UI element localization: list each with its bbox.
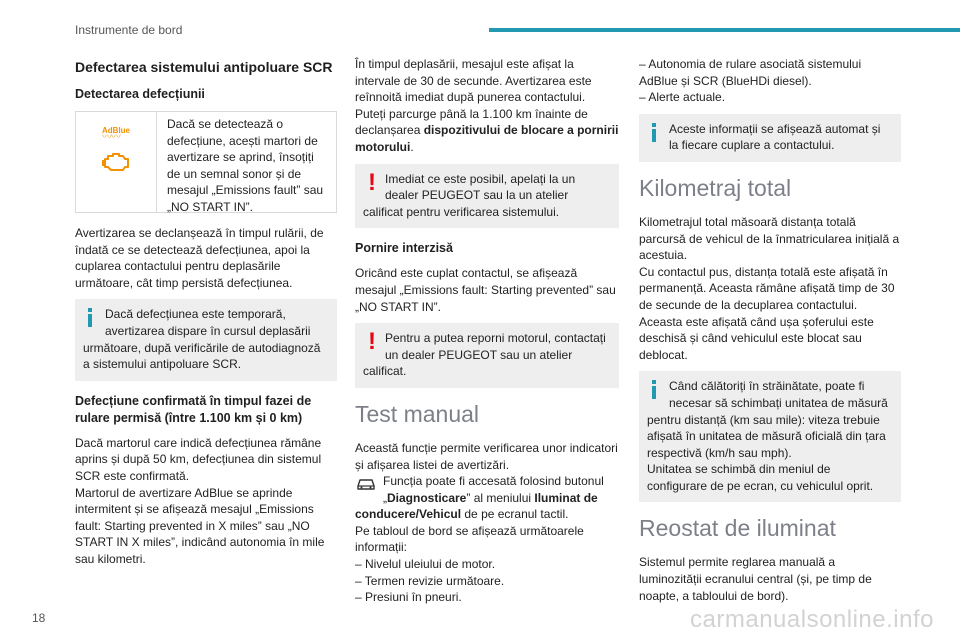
info-note (639, 114, 901, 162)
text-run: de pe ecranul tactil. (461, 507, 569, 522)
list-item: – Nivelul uleiului de motor. (355, 557, 496, 572)
info-note-text: Dacă defecțiunea este temporară, avertizarea dispare în cursul deplasării următoare, după verificările de autodiagnoză a sistemului antipoluare SCR. (83, 307, 321, 372)
column-middle (355, 56, 619, 606)
subheading-detection: Detectarea defecțiunii (75, 87, 205, 101)
info-note (75, 299, 337, 380)
warning-lamps-table (75, 111, 337, 213)
list-item: – Presiuni în pneuri. (355, 590, 462, 605)
section-heading-manual-test: Test manual (355, 400, 480, 427)
paragraph: Sistemul permite reglarea manuală a luminozității ecranului central (și, pe timp de noapte, a tabloului de bord). (639, 555, 872, 603)
warning-exclamation-icon: ! (368, 168, 376, 196)
warning-note (355, 164, 619, 229)
adblue-warning-icon (102, 126, 130, 141)
paragraph: Kilometrajul total măsoară distanța totală parcursă de vehicul de la înmatricularea inițială a acestuia. (639, 214, 900, 263)
warning-exclamation-icon: ! (368, 328, 376, 356)
section-heading-scr: Defectarea sistemului antipoluare SCR (75, 59, 333, 75)
running-header: Instrumente de bord (75, 23, 183, 37)
text-run: În timpul deplasării, mesajul este afișat la intervale de 30 de secunde. Avertizarea este reînnoită imediat după punerea contactului. Puteți parcurge până la 1.100 km înainte de declanșarea (355, 57, 592, 138)
info-note (639, 371, 901, 502)
paragraph (355, 56, 619, 156)
paragraph: Această funcție permite verificarea unor indicatori și afișarea listei de avertizări. (355, 440, 618, 472)
info-icon (83, 306, 101, 332)
subheading-confirmed-fault: Defecțiune confirmată în timpul fazei de rulare permisă (între 1.100 km și 0 km) (75, 393, 312, 425)
warning-note-text: Pentru a putea reporni motorul, contactați un dealer PEUGEOT sau un atelier calificat. (363, 331, 606, 379)
column-right (639, 56, 901, 612)
warning-lamps-description: Dacă se detectează o defecțiune, acești martori de avertizare se aprind, însoțiți de un semnal sonor și de mesajul „Emissions fault” sau „NO START IN”. (167, 117, 324, 214)
bold-text: Iluminat de conducere/Vehicul (355, 490, 598, 522)
info-note-text: Când călătoriți în străinătate, poate fi necesar să schimbați unitatea de măsură pentru distanță (km sau mile): viteza trebuie afișată în unitatea de măsură oficială din țara respectivă (km/h sau mph). (647, 379, 888, 460)
info-icon (647, 378, 665, 404)
list-item: – Alerte actuale. (639, 90, 726, 105)
info-note-text: Unitatea se schimbă din meniul de configurare de pe ecran, cu vehiculul oprit. (647, 462, 874, 493)
text-run: Funcția poate fi accesată folosind butonul „ (383, 474, 604, 505)
bold-text: Diagnosticare (387, 490, 467, 505)
adblue-wave-icon: 〰〰 (102, 132, 120, 143)
warning-lamps-cell (76, 112, 157, 212)
list-item: – Termen revizie următoare. (355, 573, 505, 588)
function-access-paragraph (355, 473, 619, 523)
paragraph: Avertizarea se declanșează în timpul rulării, de îndată ce se detectează defecțiunea, apoi la cuplarea contactului pentru deplasările următoare, cât timp persistă defecțiunea. (75, 226, 324, 290)
car-diagnostic-icon (355, 473, 377, 493)
info-note-text: Aceste informații se afișează automat și la fiecare cuplare a contactului. (669, 121, 881, 153)
text-run: ” al meniului (466, 490, 535, 505)
paragraph: Oricând este cuplat contactul, se afișează mesajul „Emissions fault: Starting prevented” sau „NO START IN”. (355, 266, 616, 314)
text-run: . (410, 139, 414, 154)
engine-check-icon (102, 151, 130, 173)
subheading-start-prevented: Pornire interzisă (355, 241, 453, 256)
warning-note-text: Imediat ce este posibil, apelați la un dealer PEUGEOT sau la un atelier calificat pentru verificarea sistemului. (363, 171, 576, 219)
page-number: 18 (32, 611, 46, 625)
header-accent-bar (489, 28, 960, 32)
paragraph: Cu contactul pus, distanța totală este afișată în permanență. Aceasta rămâne afișată timp de 30 de secunde de la decuplarea contactului. Aceasta este afișată când ușa șoferului este deschisă și când vehiculul este blocat sau deblocat. (639, 264, 895, 362)
section-heading-odometer: Kilometraj total (639, 174, 792, 201)
bold-text: dispozitivului de blocare a pornirii motorului (355, 123, 619, 154)
section-heading-dimmer: Reostat de iluminat (639, 515, 836, 542)
paragraph: Pe tabloul de bord se afișează următoarele informații: (355, 523, 584, 555)
watermark: carmanualsonline.info (690, 606, 934, 633)
paragraph: Dacă martorul care indică defecțiunea rămâne aprins și după 50 km, defecțiunea din sistemul SCR este confirmată. (75, 435, 322, 483)
adblue-label: AdBlue (102, 126, 130, 135)
column-left (75, 56, 337, 576)
warning-note (355, 323, 619, 388)
paragraph: Martorul de avertizare AdBlue se aprinde intermitent și se afișează mesajul „Emissions fault: Starting prevented in X miles” sau „NO START IN X miles”, indicând autonomia în mile sau kilometri. (75, 485, 325, 566)
info-icon (647, 121, 665, 147)
list-item: – Autonomia de rulare asociată sistemului AdBlue și SCR (BlueHDi diesel). (639, 57, 862, 88)
